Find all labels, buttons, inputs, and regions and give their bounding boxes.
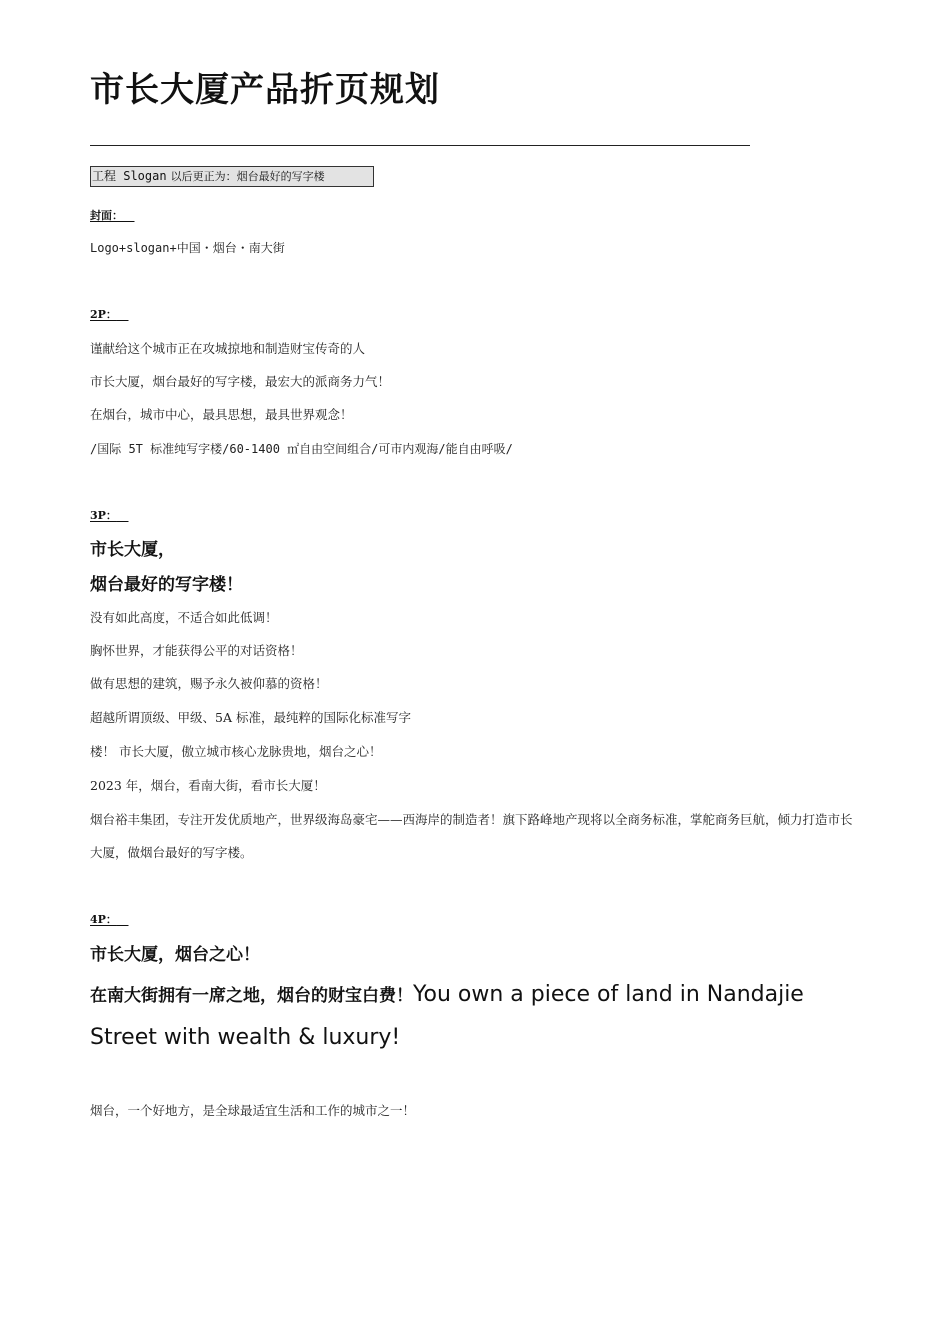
- p2-line-3: 在烟台，城市中心，最具思想，最具世界观念！: [90, 407, 353, 422]
- p3-line-5: 楼！ 市长大厦，傲立城市核心龙脉贵地，烟台之心！: [90, 744, 382, 759]
- slogan-note: 以后更正为：烟台最好的写字楼: [170, 170, 325, 183]
- p4-heading-1: 市长大厦，烟台之心！: [90, 945, 260, 965]
- p4-heading-2-en: You own a piece of land in Nandajie Street with wealth & luxury!: [90, 982, 804, 1050]
- p3-line-1: 没有如此高度，不适合如此低调！: [90, 610, 278, 625]
- p3-line-4: 超越所谓顶级、甲级、5A 标准，最纯粹的国际化标准写字: [90, 710, 411, 725]
- section-label-cover: 封面：: [90, 209, 123, 222]
- cover-line: Logo+slogan+中国・烟台・南大街: [90, 241, 285, 255]
- p2-line-1: 谨献给这个城市正在攻城掠地和制造财宝传奇的人: [90, 341, 366, 356]
- slogan-box: [90, 166, 374, 187]
- p4-heading-2-cn: 在南大街拥有一席之地，烟台的财宝白费！: [90, 986, 413, 1006]
- p4-line: 烟台，一个好地方，是全球最适宜生活和工作的城市之一！: [90, 1103, 416, 1118]
- p3-paragraph: 烟台裕丰集团，专注开发优质地产，世界级海岛豪宅——西海岸的制造者！旗下路峰地产现将以全商务标准，掌舵商务巨航，倾力打造市长大厦，做烟台最好的写字楼。: [90, 812, 853, 860]
- section-label-2p: 2P：: [90, 308, 117, 321]
- p2-line-4: /国际 5T 标准纯写字楼/60-1400 ㎡自由空间组合/可市内观海/能自由呼吸/: [90, 442, 513, 456]
- p3-line-2: 胸怀世界，才能获得公平的对话资格！: [90, 643, 303, 658]
- p3-line-6: 2023 年，烟台，看南大街，看市长大厦！: [90, 778, 326, 793]
- p2-line-2: 市长大厦，烟台最好的写字楼，最宏大的派商务力气！: [90, 374, 391, 389]
- p3-heading-2: 烟台最好的写字楼！: [90, 575, 243, 595]
- p3-heading-1: 市长大厦，: [90, 540, 175, 560]
- page-title: 市长大厦产品折页规划: [90, 70, 440, 110]
- section-label-3p: 3P：: [90, 509, 117, 522]
- section-label-4p: 4P：: [90, 913, 117, 926]
- p3-line-3: 做有思想的建筑，赐予永久被仰慕的资格！: [90, 676, 328, 691]
- p4-heading-2: [90, 974, 870, 1060]
- slogan-label: 工程 Slogan: [92, 169, 167, 183]
- title-divider: [90, 145, 750, 146]
